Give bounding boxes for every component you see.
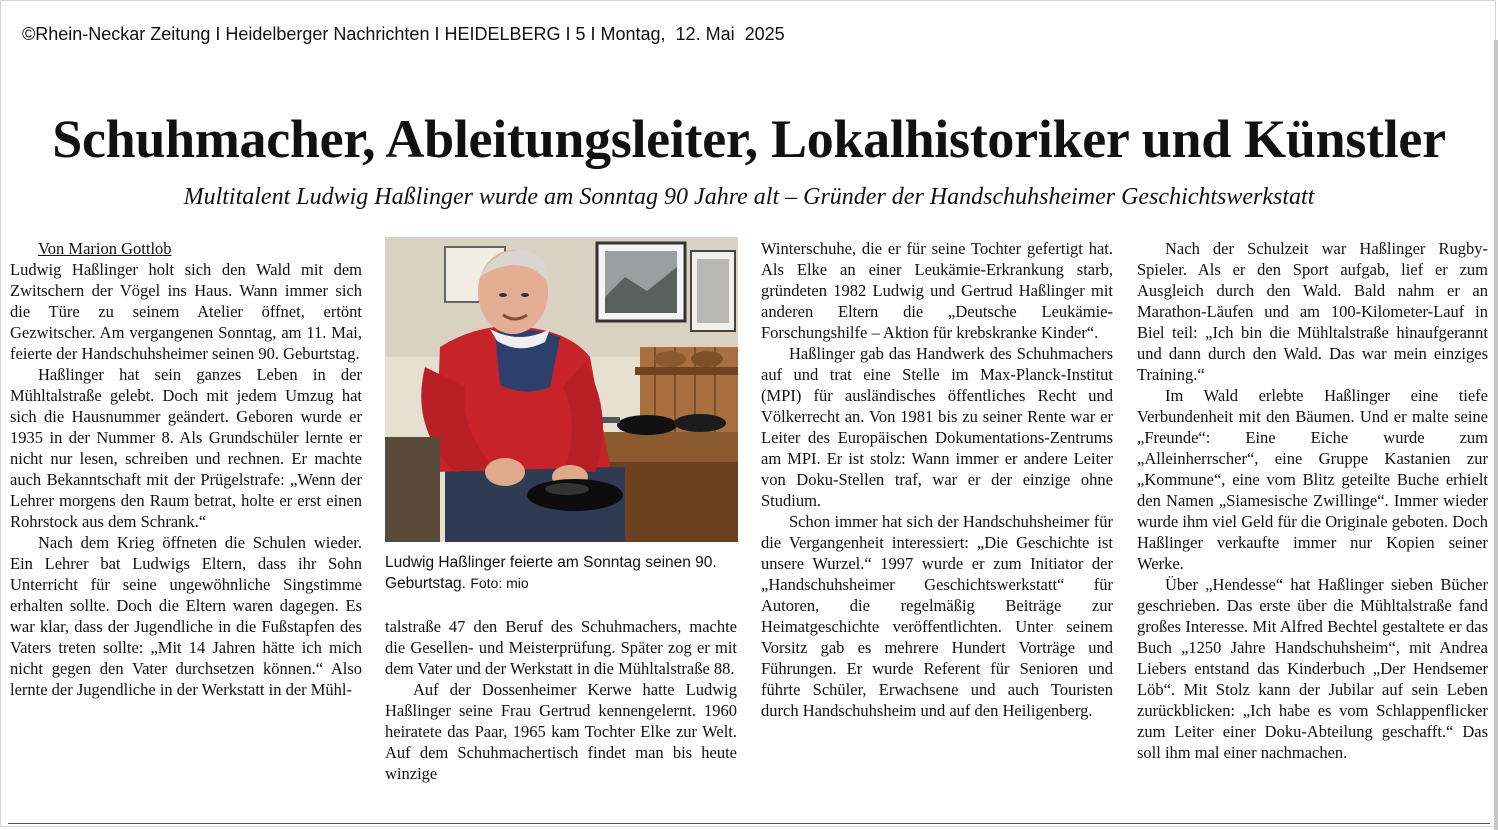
byline: Von Marion Gottlob xyxy=(38,239,172,258)
paragraph: Über „Hendesse“ hat Haßlinger sieben Bücher geschrieben. Das erste über die Mühltalstraße fand großes Interesse. Mit Alfred Bechtel gestaltete er das Buch „1250 Jahre Handschuhsheim“, mit Andrea Liebers entstand das Kinderbuch „Der Hendsemer Löb“. Mit Stolz kann der Jubilar auf sein Leben zurückblicken: „Ich habe es vom Schlappenflicker zum Leiter einer Doku-Abteilung geschafft.“ Das soll ihm mal einer nachmachen. xyxy=(1137,575,1488,762)
headline: Schuhmacher, Ableitungsleiter, Lokalhistoriker und Künstler xyxy=(52,109,1446,169)
paragraph: Haßlinger gab das Handwerk des Schuhmachers auf und trat eine Stelle im Max-Planck-Institut (MPI) für ausländisches öffentliches Recht und Völkerrecht an. Von 1981 bis zu seiner Rente war er Leiter des Europäischen Dokumentations-Zentrums am MPI. Er ist stolz: Wann immer er andere Leiter von Doku-Stellen traf, war er der einzige ohne Studium. xyxy=(761,344,1113,510)
paragraph: Haßlinger hat sein ganzes Leben in der Mühltalstraße gelebt. Doch mit jedem Umzug hat sich die Hausnummer geändert. Geboren wurde er 1935 in der Nummer 8. Als Grundschüler lernte er nicht nur lesen, schreiben und rechnen. Er machte auch Bekanntschaft mit der Prügelstrafe: „Wenn der Lehrer morgens den Raum betrat, holte er erst einen Rohrstock aus dem Schrank.“ xyxy=(10,365,362,531)
column-3 xyxy=(761,238,1113,721)
paragraph: Nach dem Krieg öffneten die Schulen wieder. Ein Lehrer bat Ludwigs Eltern, dass ihr Sohn Unterricht für seine ungewöhnliche Singstimme erhalten sollte. Doch die Eltern waren dagegen. Es war klar, dass der Jugendliche in die Fußstapfen des Vaters treten sollte: „Mit 14 Jahren hätte ich mich nicht gegen den Vater durchsetzen können.“ Also lernte der Jugendliche in der Werkstatt in der Mühl- xyxy=(10,533,362,699)
paragraph: Schon immer hat sich der Handschuhsheimer für die Vergangenheit interessiert: „Die Geschichte ist unsere Wurzel.“ 1997 wurde er zum Initiator der „Handschuhsheimer Geschichtswerkstatt“ für Autoren, die regelmäßig Beiträge zur Heimatgeschichte veröffentlichten. Unter seinem Vorsitz gab es mehrere Hundert Vorträge und Führungen. Er wurde Referent für Senioren und führte Schüler, Erwachsene und auch Touristen durch Handschuhsheim und auf den Heiligenberg. xyxy=(761,512,1113,720)
paragraph: Ludwig Haßlinger holt sich den Wald mit dem Zwitschern der Vögel ins Haus. Wann immer sich die Türe zu seinem Atelier öffnet, ertönt Gezwitscher. Am vergangenen Sonntag, am 11. Mai, feierte der Handschuhsheimer seinen 90. Geburtstag. xyxy=(10,260,362,363)
caption-text: Ludwig Haßlinger feierte am Sonntag seinen 90. Geburtstag. xyxy=(385,554,717,592)
paragraph: talstraße 47 den Beruf des Schuhmachers, machte die Gesellen- und Meisterprüfung. Später zog er mit dem Vater und der Werkstatt in die Mühltalstraße 88. xyxy=(385,617,737,678)
masthead: ©Rhein-Neckar Zeitung I Heidelberger Nachrichten I HEIDELBERG I 5 I Montag, 12. Mai 2025 xyxy=(22,24,785,44)
photo-credit: Foto: mio xyxy=(470,575,529,591)
photo-caption xyxy=(385,552,745,594)
bottom-rule xyxy=(8,823,1490,824)
paragraph: Im Wald erlebte Haßlinger eine tiefe Verbundenheit mit den Bäumen. Und er malte seine „Freunde“: Eine Eiche wurde zum „Alleinherrscher“, eine Gruppe Kastanien zur „Kommune“, eine vom Blitz geteilte Buche erhielt den Namen „Siamesische Zwillinge“. Immer wieder wurde ihm viel Geld für die Originale geboten. Doch Haßlinger verkaufte immer nur Kopien seiner Werke. xyxy=(1137,386,1488,573)
paragraph: Auf der Dossenheimer Kerwe hatte Ludwig Haßlinger seine Frau Gertrud kennengelernt. 1960 heiratete das Paar, 1965 kam Tochter Elke zur Welt. Auf dem Schuhmachertisch findet man bis heute winzige xyxy=(385,680,737,783)
column-4 xyxy=(1137,238,1488,763)
column-1 xyxy=(10,238,362,700)
subheadline: Multitalent Ludwig Haßlinger wurde am Sonntag 90 Jahre alt – Gründer der Handschuhsheimer Geschichtswerkstatt xyxy=(183,184,1315,210)
column-2 xyxy=(385,616,737,784)
paragraph: Nach der Schulzeit war Haßlinger Rugby-Spieler. Als er den Sport aufgab, lief er zum Ausgleich durch den Wald. Bald nahm er an Marathon-Läufen und am 100-Kilometer-Lauf in Biel teil: „Ich bin die Mühltalstraße hinaufgerannt und dann durch den Wald. Das war mein einziges Training.“ xyxy=(1137,239,1488,384)
article-photo xyxy=(385,237,738,542)
portrait-photo-image xyxy=(385,237,738,542)
paragraph: Winterschuhe, die er für seine Tochter gefertigt hat. Als Elke an einer Leukämie-Erkrankung starb, gründeten 1982 Ludwig und Gertrud Haßlinger mit anderen Eltern die „Deutsche Leukämie-Forschungshilfe – Aktion für krebskranke Kinder“. xyxy=(761,239,1113,342)
